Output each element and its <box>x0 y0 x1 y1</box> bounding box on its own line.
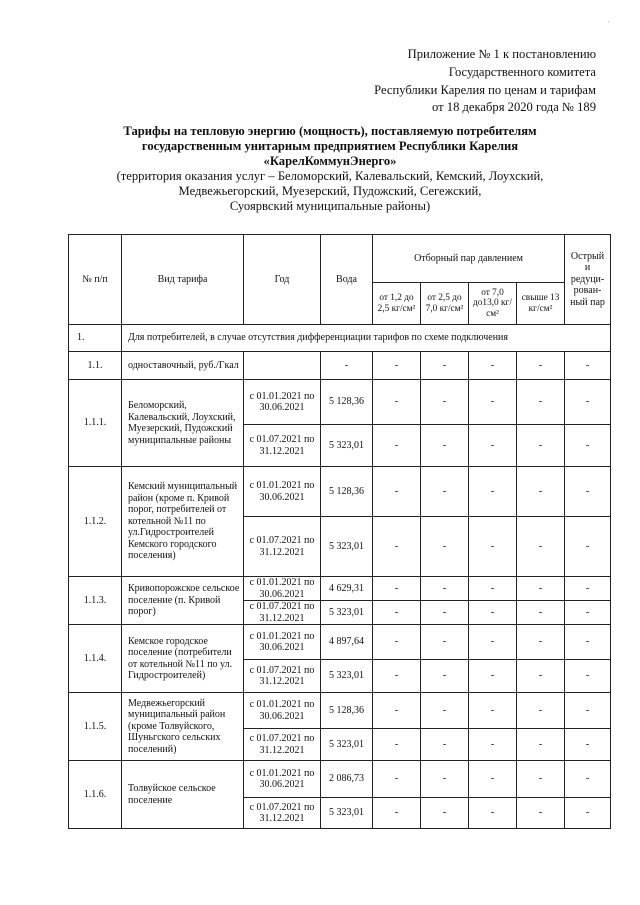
dash-cell: - <box>469 352 517 380</box>
appendix-line: Республики Карелия по ценам и тарифам <box>374 82 596 97</box>
row-water-value: 5 323,01 <box>321 601 373 625</box>
row-water-value: 5 128,36 <box>321 693 373 729</box>
table-row <box>69 467 611 517</box>
dash-cell: - <box>469 380 517 425</box>
dash-cell: - <box>469 761 517 798</box>
dash-cell: - <box>421 660 469 693</box>
row-period: с 01.01.2021 по 30.06.2021 <box>244 577 321 601</box>
dash-cell: - <box>469 798 517 829</box>
row-water-value: 5 323,01 <box>321 517 373 577</box>
appendix-block <box>374 46 596 117</box>
row-tariff-name: Кемское городское поселение (потребители от котельной №11 по ул. Гидростроителей) <box>122 625 244 693</box>
header-pressure-2: от 2,5 до 7,0 кг/см² <box>421 283 469 325</box>
section-text: Для потребителей, в случае отсутствия дифференциации тарифов по схеме подключения <box>122 325 611 352</box>
row-period: с 01.07.2021 по 31.12.2021 <box>244 601 321 625</box>
row-period: с 01.07.2021 по 31.12.2021 <box>244 729 321 761</box>
row-water-value: 5 323,01 <box>321 425 373 467</box>
header-pressure-3: от 7,0 до13,0 кг/см² <box>469 283 517 325</box>
table-row <box>69 693 611 729</box>
row-water-value: 5 323,01 <box>321 798 373 829</box>
dash-cell: - <box>517 660 565 693</box>
dash-cell: - <box>517 729 565 761</box>
dash-cell: - <box>321 352 373 380</box>
dash-cell: - <box>565 798 611 829</box>
dash-cell: - <box>517 798 565 829</box>
dash-cell: - <box>565 625 611 660</box>
dash-cell: - <box>373 352 421 380</box>
page-mark: ˈ <box>607 20 610 29</box>
dash-cell: - <box>421 798 469 829</box>
table-row <box>69 380 611 425</box>
dash-cell: - <box>421 577 469 601</box>
dash-cell: - <box>421 625 469 660</box>
row-water-value: 5 128,36 <box>321 467 373 517</box>
dash-cell: - <box>565 577 611 601</box>
dash-cell: - <box>421 761 469 798</box>
dash-cell: - <box>517 352 565 380</box>
dash-cell: - <box>373 761 421 798</box>
section-num: 1. <box>69 325 122 352</box>
dash-cell: - <box>517 761 565 798</box>
row-number: 1.1.2. <box>69 467 122 577</box>
dash-cell: - <box>565 601 611 625</box>
dash-cell: - <box>469 467 517 517</box>
dash-cell: - <box>565 425 611 467</box>
dash-cell: - <box>517 693 565 729</box>
row-water-value: 2 086,73 <box>321 761 373 798</box>
header-water: Вода <box>321 235 373 325</box>
row-number: 1.1.6. <box>69 761 122 829</box>
dash-cell: - <box>373 798 421 829</box>
row-period: с 01.01.2021 по 30.06.2021 <box>244 467 321 517</box>
dash-cell: - <box>421 467 469 517</box>
dash-cell: - <box>565 693 611 729</box>
row-number: 1.1.5. <box>69 693 122 761</box>
document-title <box>60 124 600 214</box>
row-period: с 01.01.2021 по 30.06.2021 <box>244 693 321 729</box>
dash-cell: - <box>469 577 517 601</box>
table-row <box>69 577 611 601</box>
dash-cell: - <box>517 601 565 625</box>
dash-cell: - <box>421 729 469 761</box>
table-row <box>69 625 611 660</box>
header-year: Год <box>244 235 321 325</box>
dash-cell: - <box>517 517 565 577</box>
header-sharp-steam: Острый и редуци-рован-ный пар <box>565 235 611 325</box>
appendix-line: Государственного комитета <box>448 64 596 79</box>
dash-cell: - <box>469 693 517 729</box>
rate-row <box>69 352 611 380</box>
row-period: с 01.01.2021 по 30.06.2021 <box>244 380 321 425</box>
dash-cell: - <box>565 380 611 425</box>
row-tariff-name: Кривопорожское сельское поселение (п. Кривой порог) <box>122 577 244 625</box>
dash-cell: - <box>517 380 565 425</box>
appendix-line: Приложение № 1 к постановлению <box>407 47 596 61</box>
dash-cell: - <box>373 729 421 761</box>
row-period: с 01.07.2021 по 31.12.2021 <box>244 517 321 577</box>
dash-cell: - <box>421 425 469 467</box>
dash-cell: - <box>565 729 611 761</box>
row-period: с 01.07.2021 по 31.12.2021 <box>244 425 321 467</box>
title-line: «КарелКоммунЭнерго» <box>263 154 397 168</box>
appendix-line: от 18 декабря 2020 года № 189 <box>431 100 596 115</box>
row-water-value: 4 629,31 <box>321 577 373 601</box>
header-steam: Отборный пар давлением <box>373 235 565 283</box>
dash-cell: - <box>469 601 517 625</box>
row-number: 1.1.1. <box>69 380 122 467</box>
dash-cell: - <box>373 380 421 425</box>
dash-cell: - <box>517 577 565 601</box>
header-type: Вид тарифа <box>122 235 244 325</box>
header-pressure-1: от 1,2 до 2,5 кг/см² <box>373 283 421 325</box>
dash-cell: - <box>373 517 421 577</box>
dash-cell: - <box>565 761 611 798</box>
dash-cell: - <box>373 577 421 601</box>
title-line: Медвежьегорский, Муезерский, Пудожский, Сегежский, <box>178 184 482 198</box>
dash-cell: - <box>373 601 421 625</box>
dash-cell: - <box>517 467 565 517</box>
row-number: 1.1.4. <box>69 625 122 693</box>
row-tariff-name: Толвуйское сельское поселение <box>122 761 244 829</box>
empty-cell <box>244 352 321 380</box>
dash-cell: - <box>565 660 611 693</box>
dash-cell: - <box>469 425 517 467</box>
dash-cell: - <box>565 352 611 380</box>
title-line: Тарифы на тепловую энергию (мощность), поставляемую потребителям <box>123 124 537 138</box>
row-period: с 01.01.2021 по 30.06.2021 <box>244 761 321 798</box>
dash-cell: - <box>469 625 517 660</box>
row-period: с 01.07.2021 по 31.12.2021 <box>244 660 321 693</box>
header-num: № п/п <box>69 235 122 325</box>
rate-num: 1.1. <box>69 352 122 380</box>
row-water-value: 5 128,36 <box>321 380 373 425</box>
row-water-value: 5 323,01 <box>321 729 373 761</box>
dash-cell: - <box>517 425 565 467</box>
dash-cell: - <box>469 517 517 577</box>
dash-cell: - <box>421 517 469 577</box>
row-period: с 01.01.2021 по 30.06.2021 <box>244 625 321 660</box>
dash-cell: - <box>421 380 469 425</box>
row-tariff-name: Беломорский, Калевальский, Лоухский, Муезерский, Пудожский муниципальные районы <box>122 380 244 467</box>
tariff-table <box>68 234 611 829</box>
table-row <box>69 761 611 798</box>
dash-cell: - <box>373 660 421 693</box>
dash-cell: - <box>421 693 469 729</box>
dash-cell: - <box>565 517 611 577</box>
row-tariff-name: Медвежьегорский муниципальный район (кроме Толвуйского, Шуньгского сельских поселений) <box>122 693 244 761</box>
dash-cell: - <box>373 625 421 660</box>
dash-cell: - <box>373 467 421 517</box>
title-line: государственным унитарным предприятием Республики Карелия <box>141 139 519 153</box>
title-line: (территория оказания услуг – Беломорский, Калевальский, Кемский, Лоухский, <box>116 169 544 183</box>
row-tariff-name: Кемский муниципальный район (кроме п. Кривой порог, потребителей от котельной №11 по ул.Гидростроителей Кемского городского поселения) <box>122 467 244 577</box>
dash-cell: - <box>469 660 517 693</box>
dash-cell: - <box>421 601 469 625</box>
dash-cell: - <box>565 467 611 517</box>
title-line: Суоярвский муниципальные районы) <box>229 199 431 213</box>
row-number: 1.1.3. <box>69 577 122 625</box>
dash-cell: - <box>421 352 469 380</box>
row-water-value: 5 323,01 <box>321 660 373 693</box>
row-period: с 01.07.2021 по 31.12.2021 <box>244 798 321 829</box>
dash-cell: - <box>373 425 421 467</box>
header-pressure-4: свыше 13 кг/см² <box>517 283 565 325</box>
row-water-value: 4 897,64 <box>321 625 373 660</box>
dash-cell: - <box>373 693 421 729</box>
dash-cell: - <box>469 729 517 761</box>
dash-cell: - <box>517 625 565 660</box>
rate-text: одноставочный, руб./Гкал <box>122 352 244 380</box>
section-row <box>69 325 611 352</box>
